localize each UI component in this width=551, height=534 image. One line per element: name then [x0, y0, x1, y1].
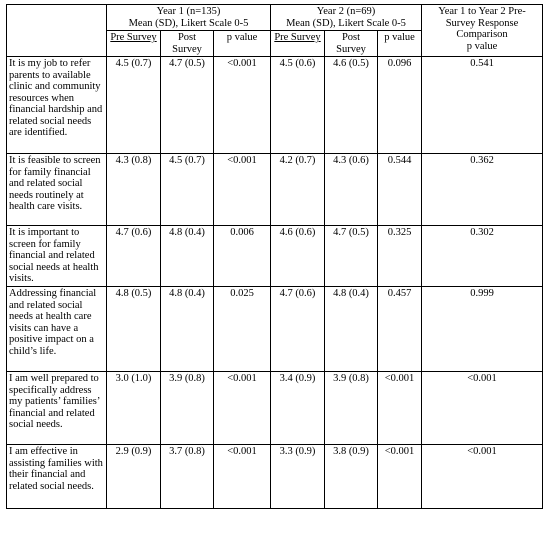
y1-post-cell: 4.5 (0.7)	[161, 154, 214, 226]
statement-cell: It is feasible to screen for family financial and related social needs routinely at health care visits.	[7, 154, 107, 226]
year1-subtitle: Mean (SD), Likert Scale 0-5	[128, 17, 249, 29]
y1-pre-cell: 4.5 (0.7)	[107, 57, 161, 154]
y2-pre-cell: 4.2 (0.7)	[271, 154, 325, 226]
y2-pre-cell: 3.4 (0.9)	[271, 372, 325, 445]
y2-p-cell: 0.325	[378, 226, 422, 287]
y1-pre-header	[107, 31, 161, 57]
y1-pre-cell: 3.0 (1.0)	[107, 372, 161, 445]
y2-pre-cell: 4.5 (0.6)	[271, 57, 325, 154]
y1-p-cell: 0.025	[214, 287, 271, 372]
y2-pre-header	[271, 31, 325, 57]
y2-post-cell: 4.8 (0.4)	[325, 287, 378, 372]
year2-header	[271, 5, 422, 31]
y1-post-label: Post Survey	[172, 32, 202, 55]
comparison-header	[422, 5, 543, 57]
y2-p-label: p value	[384, 32, 415, 43]
header-row-1	[7, 5, 543, 31]
y2-p-cell: 0.457	[378, 287, 422, 372]
y1-post-cell: 4.8 (0.4)	[161, 226, 214, 287]
y1-pre-cell: 4.7 (0.6)	[107, 226, 161, 287]
y1-p-cell: <0.001	[214, 445, 271, 509]
y2-post-label: Post Survey	[336, 32, 366, 55]
y1-pre-label: Pre Survey	[110, 32, 157, 43]
y1-p-cell: <0.001	[214, 57, 271, 154]
y1-post-cell: 3.9 (0.8)	[161, 372, 214, 445]
survey-results-table	[6, 4, 543, 509]
y1-p-cell: 0.006	[214, 226, 271, 287]
comparison-pvalue-label: p value	[466, 40, 498, 52]
y1-p-cell: <0.001	[214, 154, 271, 226]
y1-post-cell: 3.7 (0.8)	[161, 445, 214, 509]
table-row	[7, 445, 543, 509]
y2-post-cell: 4.3 (0.6)	[325, 154, 378, 226]
y2-post-cell: 3.8 (0.9)	[325, 445, 378, 509]
y2-p-header	[378, 31, 422, 57]
y1-p-header	[214, 31, 271, 57]
statement-cell: I am effective in assisting families with their financial and related social needs.	[7, 445, 107, 509]
y2-post-cell: 3.9 (0.8)	[325, 372, 378, 445]
y2-pre-cell: 4.6 (0.6)	[271, 226, 325, 287]
y1-post-cell: 4.7 (0.5)	[161, 57, 214, 154]
year1-header	[107, 5, 271, 31]
comparison-p-cell: <0.001	[422, 445, 543, 509]
y2-pre-cell: 3.3 (0.9)	[271, 445, 325, 509]
y2-p-cell: 0.096	[378, 57, 422, 154]
y2-post-header	[325, 31, 378, 57]
statement-cell: I am well prepared to specifically address my patients’ families’ financial and related social needs.	[7, 372, 107, 445]
table-row	[7, 226, 543, 287]
y2-p-cell: 0.544	[378, 154, 422, 226]
y2-p-cell: <0.001	[378, 372, 422, 445]
y1-post-cell: 4.8 (0.4)	[161, 287, 214, 372]
y1-pre-cell: 4.8 (0.5)	[107, 287, 161, 372]
comparison-p-cell: 0.999	[422, 287, 543, 372]
year1-title: Year 1 (n=135)	[156, 6, 221, 17]
y1-p-cell: <0.001	[214, 372, 271, 445]
comparison-p-cell: 0.302	[422, 226, 543, 287]
comparison-p-cell: <0.001	[422, 372, 543, 445]
y2-pre-label: Pre Survey	[274, 32, 321, 43]
statement-cell: It is my job to refer parents to available clinic and community resources when financial hardship and related social needs are identified.	[7, 57, 107, 154]
comparison-title: Year 1 to Year 2 Pre-Survey Response Comparison	[438, 6, 526, 40]
year2-title: Year 2 (n=69)	[316, 6, 376, 17]
y2-pre-cell: 4.7 (0.6)	[271, 287, 325, 372]
y1-pre-cell: 2.9 (0.9)	[107, 445, 161, 509]
table-row	[7, 372, 543, 445]
statement-cell: Addressing financial and related social needs at health care visits can have a positive impact on a child’s life.	[7, 287, 107, 372]
header-empty-cell	[7, 5, 107, 57]
y2-post-cell: 4.6 (0.5)	[325, 57, 378, 154]
statement-cell: It is important to screen for family financial and related social needs at health visits.	[7, 226, 107, 287]
y1-p-label: p value	[226, 32, 258, 43]
table-row	[7, 154, 543, 226]
y2-post-cell: 4.7 (0.5)	[325, 226, 378, 287]
comparison-p-cell: 0.362	[422, 154, 543, 226]
comparison-p-cell: 0.541	[422, 57, 543, 154]
y1-pre-cell: 4.3 (0.8)	[107, 154, 161, 226]
year2-subtitle: Mean (SD), Likert Scale 0-5	[286, 17, 406, 29]
table-row	[7, 57, 543, 154]
y2-p-cell: <0.001	[378, 445, 422, 509]
y1-post-header	[161, 31, 214, 57]
table-row	[7, 287, 543, 372]
